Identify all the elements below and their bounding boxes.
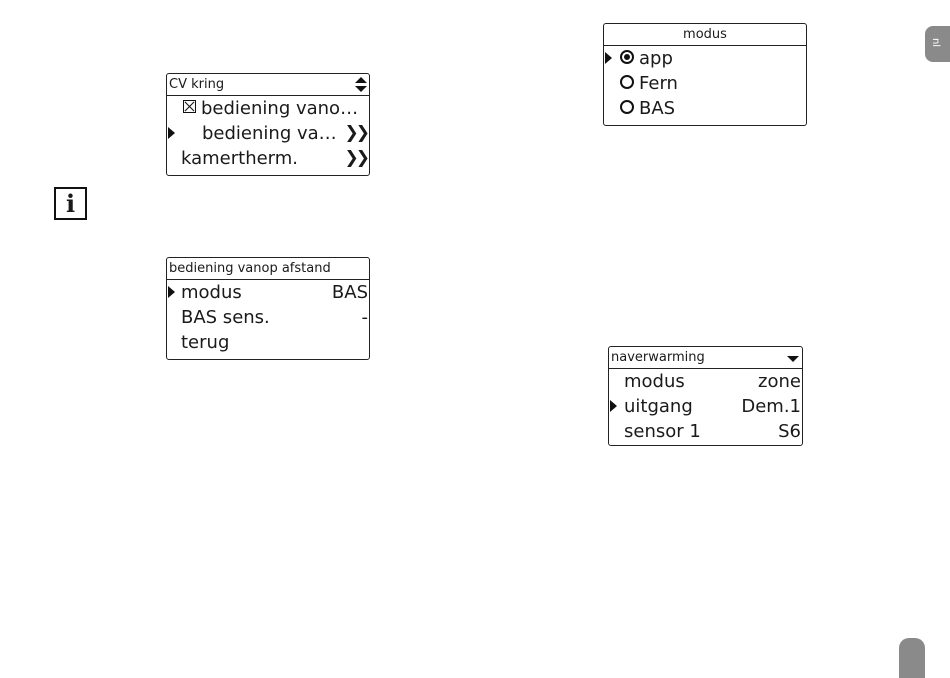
cursor-arrow-icon xyxy=(168,127,175,139)
cursor-arrow-icon xyxy=(605,52,612,64)
menu-item-label: bediening va… xyxy=(202,123,337,144)
menu-item[interactable] xyxy=(609,419,802,444)
menu-item[interactable] xyxy=(609,369,802,394)
menu-item-selected[interactable] xyxy=(167,280,369,305)
cursor-arrow-icon xyxy=(610,400,617,412)
menu-item[interactable] xyxy=(167,146,369,171)
radio-empty-icon xyxy=(620,100,634,114)
menu-item-selected[interactable] xyxy=(609,394,802,419)
menu-item-label: sensor 1 xyxy=(624,421,701,442)
screen-title: CV kring xyxy=(169,77,225,92)
cursor-arrow-icon xyxy=(168,286,175,298)
menu-item-selected[interactable] xyxy=(167,121,369,146)
submenu-chevron-icon: ❯❯ xyxy=(344,123,367,143)
screen-title-bar xyxy=(604,24,806,46)
screen-title-bar xyxy=(167,74,369,96)
radio-option[interactable] xyxy=(604,96,806,121)
menu-item-value: - xyxy=(361,307,368,328)
menu-item-label: BAS sens. xyxy=(181,307,270,328)
lcd-screen-naverwarming xyxy=(608,346,803,446)
lcd-screen-modus xyxy=(603,23,807,126)
screen-title: naverwarming xyxy=(611,350,705,365)
radio-option-selected[interactable] xyxy=(604,46,806,71)
menu-item-label: modus xyxy=(624,371,685,392)
menu-item-value: BAS xyxy=(331,282,368,303)
language-tab xyxy=(925,26,950,62)
radio-option-label: BAS xyxy=(639,98,676,119)
radio-option[interactable] xyxy=(604,71,806,96)
menu-item-label: kamertherm. xyxy=(181,148,299,169)
menu-item-label: bediening vano… xyxy=(201,98,359,119)
screen-title-bar xyxy=(167,258,369,280)
menu-item-value: zone xyxy=(758,371,801,392)
lcd-screen-remote-control xyxy=(166,257,370,360)
menu-item-value: S6 xyxy=(778,421,801,442)
checkbox-checked-icon xyxy=(183,100,196,113)
menu-item-label: terug xyxy=(181,332,230,353)
page-number-tab xyxy=(899,638,925,678)
menu-item[interactable] xyxy=(167,305,369,330)
screen-title: bediening vanop afstand xyxy=(169,261,331,276)
info-icon: i xyxy=(54,187,87,220)
radio-empty-icon xyxy=(620,75,634,89)
down-arrow-icon xyxy=(787,356,799,362)
lcd-screen-cv-kring xyxy=(166,73,370,176)
radio-selected-icon xyxy=(620,50,634,64)
menu-item-label: uitgang xyxy=(624,396,693,417)
radio-option-label: app xyxy=(639,48,673,69)
menu-item-value: Dem.1 xyxy=(741,396,801,417)
screen-title-bar xyxy=(609,347,802,369)
language-tab-label: nl xyxy=(930,37,942,48)
screen-title: modus xyxy=(683,27,727,42)
submenu-chevron-icon: ❯❯ xyxy=(344,148,367,168)
radio-option-label: Fern xyxy=(639,73,678,94)
menu-item[interactable] xyxy=(167,330,369,355)
menu-item[interactable] xyxy=(167,96,369,121)
menu-item-label: modus xyxy=(181,282,242,303)
up-down-arrows-icon xyxy=(355,77,367,93)
